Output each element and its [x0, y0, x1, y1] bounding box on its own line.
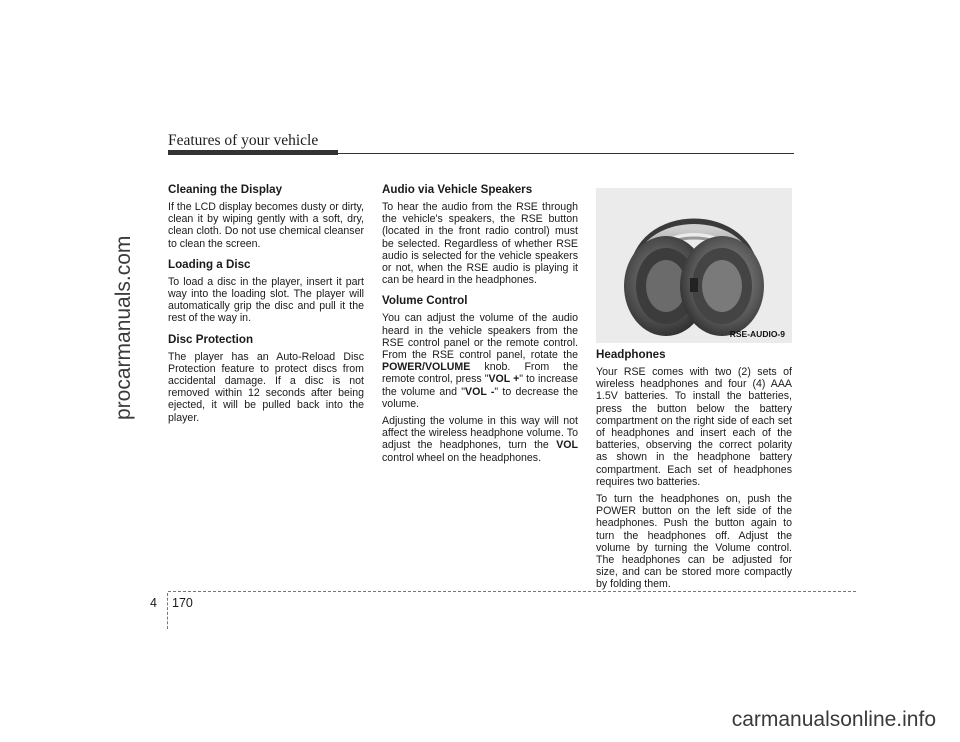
footer-rule [168, 591, 856, 592]
section-body: If the LCD display becomes dusty or dirty, clean it by wiping gently with a soft, dry, clean cloth. Do not use chemical cleanser to clean the screen. [168, 201, 364, 250]
text-run: control wheel on the headphones. [382, 451, 542, 464]
section-heading: Audio via Vehicle Speakers [382, 183, 533, 196]
text-run: Adjusting the volume in this way will not affect the wireless headphone volume. To adjust the headphones, turn the [382, 415, 578, 452]
headphones-illustration [596, 188, 792, 343]
text-run: " to increase the volume and " [382, 373, 578, 398]
section-loading-disc [168, 258, 364, 325]
text-run: You can adjust the volume of the audio heard in the vehicle speakers from the RSE control panel or the remote control. From the RSE control panel, rotate the [382, 312, 578, 362]
section-body: The player has an Auto-Reload Disc Protection feature to protect discs from accidental damage. If a disc is not removed within 12 seconds after being ejected, it will be pulled back into the player. [168, 350, 364, 424]
section-heading: Loading a Disc [168, 257, 251, 271]
header-rule [168, 153, 794, 154]
keyword-vol-minus: VOL - [465, 385, 495, 398]
keyword-vol: VOL [556, 439, 578, 452]
section-body [382, 415, 578, 464]
side-watermark: procarmanuals.com [112, 235, 135, 420]
section-body: Your RSE comes with two (2) sets of wireless headphones and four (4) AAA 1.5V batteries. To install the batteries, press the button below the battery compartment on the right side of each set of headphones and insert each of the batteries, observing the correct polarity as shown in the headphone battery compartment. Each set of headphones requires two batteries. [596, 366, 792, 488]
page-header-title: Features of your vehicle [168, 132, 319, 149]
middle-column [382, 183, 578, 472]
section-body: To load a disc in the player, insert it part way into the loading slot. The player will automatically grip the disc and pull it the rest of the way in. [168, 275, 364, 325]
text-run: " to decrease the volume. [382, 385, 579, 410]
footer-divider [167, 593, 168, 629]
section-heading: Headphones [596, 348, 666, 361]
page-number: 170 [172, 596, 193, 610]
section-volume-control [382, 294, 578, 463]
section-heading: Cleaning the Display [168, 183, 283, 196]
chapter-number: 4 [150, 596, 157, 610]
figure-caption: RSE-AUDIO-9 [729, 329, 785, 339]
bottom-watermark: carmanualsonline.info [731, 708, 936, 731]
text-run: knob. From the remote control, press " [382, 361, 578, 386]
section-body [382, 312, 578, 410]
section-cleaning-display [168, 183, 364, 250]
section-body: To hear the audio from the RSE through the vehicle's speakers, the RSE button (located in the front radio control) must be selected. Regardless of whether RSE audio is selected for the vehicle speakers or not, when the RSE audio is playing it can be heard in the headphones. [382, 201, 578, 287]
section-disc-protection [168, 333, 364, 424]
headphones-figure [596, 188, 792, 343]
section-headphones [596, 348, 792, 591]
section-audio-speakers [382, 183, 578, 286]
left-column [168, 183, 364, 432]
section-heading: Disc Protection [168, 332, 254, 346]
section-body: To turn the headphones on, push the POWER button on the left side of the headphones. Push the button again to turn the headphones off. Adjust the volume by turning the Volume control. The headphones can be adjusted for size, and can be stored more compactly by folding them. [596, 493, 792, 591]
right-column [596, 348, 792, 599]
section-heading: Volume Control [382, 294, 468, 308]
keyword-vol-plus: VOL + [488, 373, 520, 386]
keyword-power-volume: POWER/VOLUME [382, 361, 471, 374]
